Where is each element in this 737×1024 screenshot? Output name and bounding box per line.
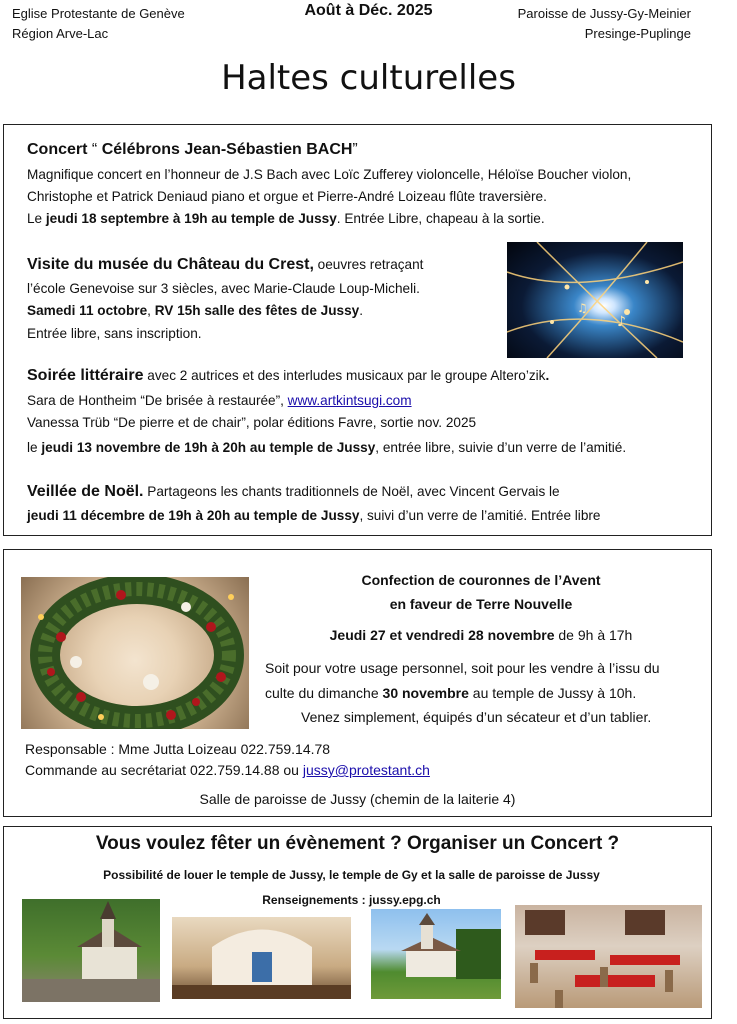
crest-line-2: Samedi 11 octobre, RV 15h salle des fêtes de Jussy. — [27, 303, 364, 318]
church-name: Eglise Protestante de Genève — [12, 6, 185, 21]
artkintsugi-link[interactable]: www.artkintsugi.com — [287, 393, 412, 408]
temple-interior-graphic — [172, 917, 351, 999]
rental-info: Renseignements : jussy.epg.ch — [262, 893, 441, 907]
avent-desc-1: Soit pour votre usage personnel, soit pour les vendre à l’issu du — [265, 660, 660, 676]
noel-line-1: jeudi 11 décembre de 19h à 20h au temple de Jussy, suivi d’un verre de l’amitié. Entrée libre — [27, 508, 601, 523]
soiree-heading: Soirée littéraire avec 2 autrices et des interludes musicaux par le groupe Altero’zik. — [27, 367, 550, 384]
header-right — [518, 4, 691, 44]
bach-line-3: Le jeudi 18 septembre à 19h au temple de Jussy. Entrée Libre, chapeau à la sortie. — [27, 211, 545, 226]
music-notes-graphic — [507, 242, 683, 358]
temple-interior-photo — [172, 917, 351, 999]
region-name: Région Arve-Lac — [12, 26, 109, 41]
noel-heading: Veillée de Noël. Partageons les chants traditionnels de Noël, avec Vincent Gervais le — [27, 483, 560, 500]
temple-jussy-graphic — [22, 899, 160, 1002]
crest-line-1: l’école Genevoise sur 3 siècles, avec Marie-Claude Loup-Micheli. — [27, 281, 420, 296]
music-light-image — [507, 242, 683, 358]
period-label: Août à Déc. 2025 — [304, 2, 433, 19]
avent-responsible: Responsable : Mme Jutta Loizeau 022.759.14.78 — [25, 741, 331, 757]
temple-jussy-photo — [22, 899, 160, 1002]
soiree-line-1: Sara de Hontheim “De brisée à restaurée”, www.artkintsugi.com — [27, 393, 412, 408]
jussy-email-link[interactable]: jussy@protestant.ch — [302, 762, 430, 778]
parish-name: Paroisse de Jussy-Gy-Meinier — [517, 6, 691, 21]
wreath-image — [21, 577, 249, 729]
avent-title-line-1: Confection de couronnes de l’Avent — [361, 572, 601, 588]
bach-line-2: Christophe et Patrick Deniaud piano et orgue et Pierre-André Loizeau flûte traversière. — [27, 189, 547, 204]
svg-text:♪: ♪ — [617, 314, 626, 330]
avent-date: Jeudi 27 et vendredi 28 novembre de 9h à 17h — [329, 627, 633, 643]
avent-desc-3: Venez simplement, équipés d’un sécateur et d’un tablier. — [301, 709, 652, 725]
temple-gy-graphic — [371, 909, 501, 999]
avent-order: Commande au secrétariat 022.759.14.88 ou jussy@protestant.ch — [25, 762, 430, 778]
parish-subname: Presinge-Puplinge — [584, 26, 691, 41]
svg-text:♫: ♫ — [577, 301, 588, 315]
rental-title: Vous voulez fêter un évènement ? Organiser un Concert ? — [95, 833, 620, 854]
avent-title-line-2: en faveur de Terre Nouvelle — [389, 596, 573, 612]
parish-hall-photo — [515, 905, 702, 1008]
avent-location: Salle de paroisse de Jussy (chemin de la laiterie 4) — [199, 791, 516, 807]
avent-title — [250, 568, 712, 616]
soiree-line-3: le jeudi 13 novembre de 19h à 20h au temple de Jussy, entrée libre, suivie d’un verre de l’amitié. — [27, 440, 627, 455]
wreath-graphic — [21, 577, 249, 729]
bach-line-1: Magnifique concert en l’honneur de J.S Bach avec Loïc Zufferey violoncelle, Héloïse Boucher violon, — [27, 167, 632, 182]
rental-subtitle: Possibilité de louer le temple de Jussy, le temple de Gy et la salle de paroisse de Jussy — [103, 868, 600, 882]
soiree-line-2: Vanessa Trüb “De pierre et de chair”, polar éditions Favre, sortie nov. 2025 — [27, 415, 477, 430]
bach-heading: Concert “ Célébrons Jean-Sébastien BACH” — [27, 141, 358, 158]
page-title: Haltes culturelles — [221, 58, 516, 98]
crest-heading: Visite du musée du Château du Crest, oeuvres retraçant — [27, 256, 424, 273]
parish-hall-graphic — [515, 905, 702, 1008]
avent-desc-2: culte du dimanche 30 novembre au temple de Jussy à 10h. — [265, 685, 637, 701]
crest-line-3: Entrée libre, sans inscription. — [27, 326, 202, 341]
temple-gy-photo — [371, 909, 501, 999]
